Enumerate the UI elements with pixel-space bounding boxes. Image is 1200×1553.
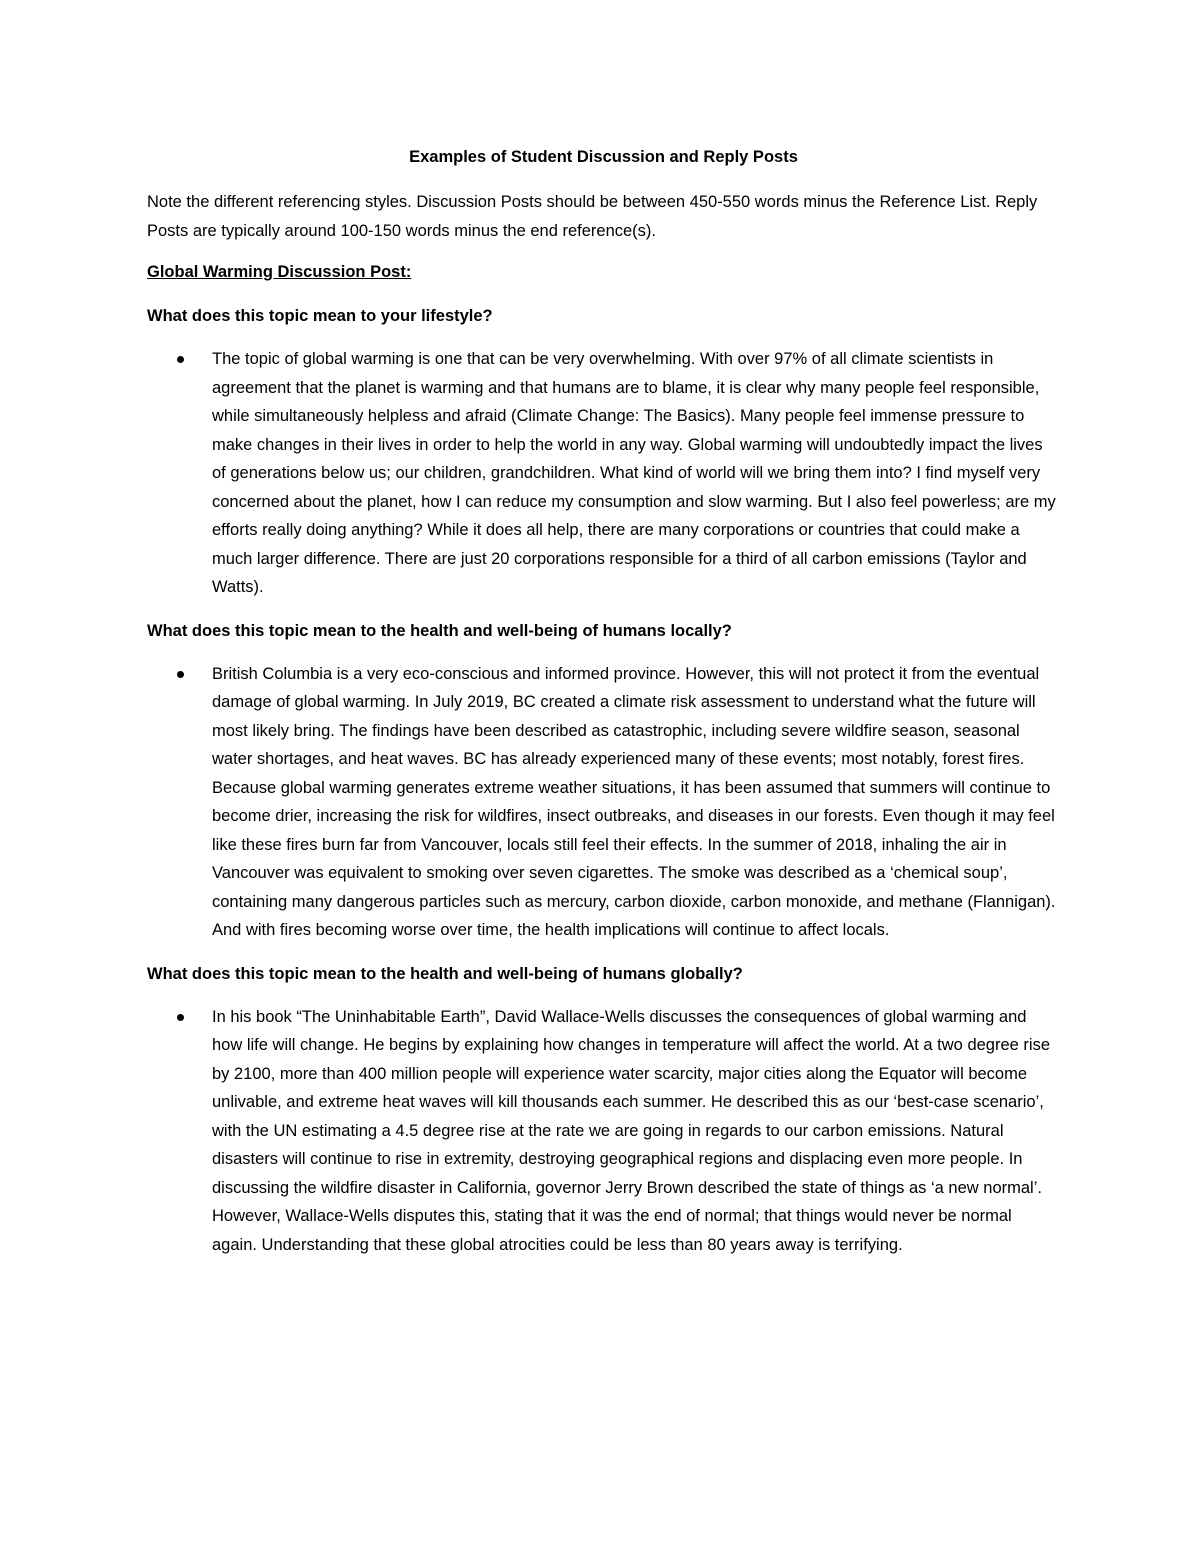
section-label: Global Warming Discussion Post: bbox=[147, 263, 412, 281]
bullet-icon bbox=[177, 1014, 184, 1021]
bullet-item bbox=[147, 1003, 1060, 1260]
bullet-text: In his book “The Uninhabitable Earth”, David Wallace-Wells discusses the consequences of global warming and how life will change. He begins by explaining how changes in temperature will affect the world. At a two degree rise by 2100, more than 400 million people will experience water scarcity, major cities along the Equator will become unlivable, and extreme heat waves will kill thousands each summer. He described this as our ‘best-case scenario’, with the UN estimating a 4.5 degree rise at the rate we are going in regards to our carbon emissions. Natural disasters will continue to rise in extremity, destroying geographical regions and displacing even more people. In discussing the wildfire disaster in California, governor Jerry Brown described the state of things as ‘a new normal’. However, Wallace-Wells disputes this, stating that it was the end of normal; that things would never be normal again. Understanding that these global atrocities could be less than 80 years away is terrifying. bbox=[212, 1007, 1050, 1254]
bullet-text: British Columbia is a very eco-conscious and informed province. However, this will not protect it from the eventual damage of global warming. In July 2019, BC created a climate risk assessment to understand what the future will most likely bring. The findings have been described as catastrophic, including severe wildfire season, seasonal water shortages, and heat waves. BC has already experienced many of these events; most notably, forest fires. Because global warming generates extreme weather situations, it has been assumed that summers will continue to become drier, increasing the risk for wildfires, insect outbreaks, and diseases in our forests. Even though it may feel like these fires burn far from Vancouver, locals still feel their effects. In the summer of 2018, inhaling the air in Vancouver was equivalent to smoking over seven cigarettes. The smoke was described as a ‘chemical soup’, containing many dangerous particles such as mercury, carbon dioxide, carbon monoxide, and methane (Flannigan). And with fires becoming worse over time, the health implications will continue to affect locals. bbox=[212, 664, 1056, 939]
question-lifestyle: What does this topic mean to your lifestyle? bbox=[147, 307, 493, 325]
bullet-text: The topic of global warming is one that can be very overwhelming. With over 97% of all climate scientists in agreement that the planet is warming and that humans are to blame, it is clear why many people feel responsible, while simultaneously helpless and afraid (Climate Change: The Basics). Many people feel immense pressure to make changes in their lives in order to help the world in any way. Global warming will undoubtedly impact the lives of generations below us; our children, grandchildren. What kind of world will we bring them into? I find myself very concerned about the planet, how I can reduce my consumption and slow warming. But I also feel powerless; are my efforts really doing anything? While it does all help, there are many corporations or countries that could make a much larger difference. There are just 20 corporations responsible for a third of all carbon emissions (Taylor and Watts). bbox=[212, 350, 1056, 596]
bullet-item bbox=[147, 345, 1060, 602]
bullet-item bbox=[147, 660, 1060, 945]
intro-paragraph: Note the different referencing styles. Discussion Posts should be between 450-550 words minus the Reference List. Reply Posts are typically around 100-150 words minus the end reference(s). bbox=[147, 193, 1038, 240]
document-title: Examples of Student Discussion and Reply Posts bbox=[409, 148, 798, 166]
bullet-icon bbox=[177, 671, 184, 678]
question-local: What does this topic mean to the health and well-being of humans locally? bbox=[147, 621, 732, 640]
bullet-icon bbox=[177, 356, 184, 363]
question-global: What does this topic mean to the health and well-being of humans globally? bbox=[147, 964, 743, 983]
